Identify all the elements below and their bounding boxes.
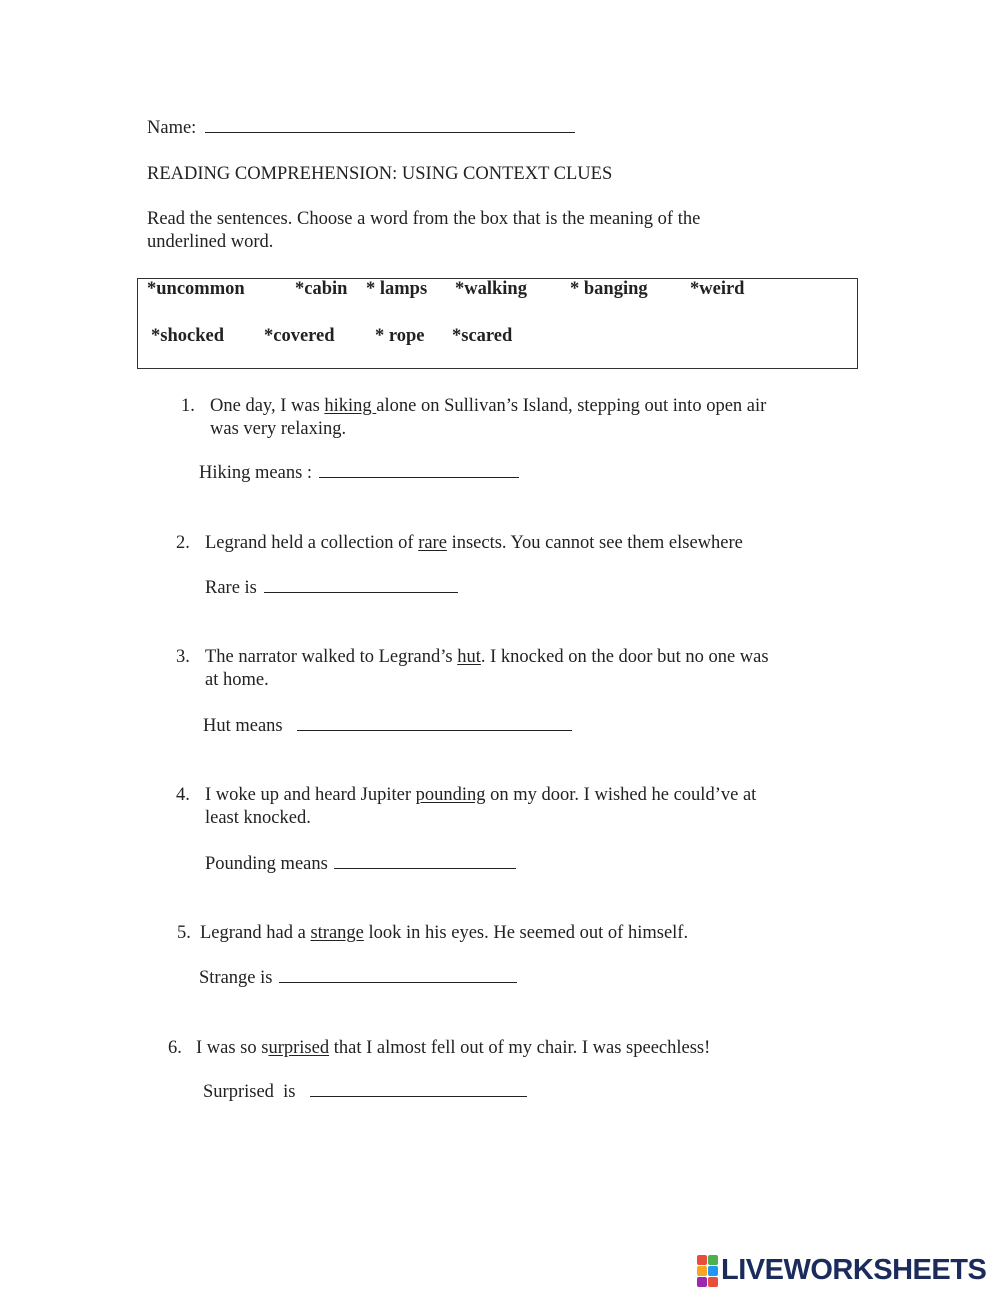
answer-line <box>199 968 517 989</box>
answer-field[interactable] <box>319 463 519 478</box>
name-line <box>147 118 575 139</box>
logo-tile <box>697 1277 707 1287</box>
question-text-line-2: least knocked. <box>205 808 311 828</box>
name-field[interactable] <box>205 118 575 133</box>
question-number: 2. <box>176 533 190 553</box>
underlined-word: hiking <box>324 396 377 416</box>
logo-tiles-icon <box>697 1255 718 1287</box>
underlined-word: rare <box>418 533 447 553</box>
word-bank-item: *weird <box>690 279 745 299</box>
underlined-word: hut <box>457 647 481 667</box>
question-number: 3. <box>176 647 190 667</box>
logo-tile <box>708 1277 718 1287</box>
question-text-line-2: at home. <box>205 670 269 690</box>
answer-label: Hiking means : <box>199 463 313 483</box>
instructions-line-1: Read the sentences. Choose a word from the box that is the meaning of the <box>147 209 701 229</box>
answer-label: Pounding means <box>205 854 328 874</box>
answer-field[interactable] <box>297 716 572 731</box>
logo-tile <box>708 1266 718 1276</box>
answer-line <box>199 463 519 484</box>
question-number: 4. <box>176 785 190 805</box>
word-bank-item: *uncommon <box>147 279 245 299</box>
question-number: 6. <box>168 1038 182 1058</box>
liveworksheets-logo <box>697 1254 986 1287</box>
answer-line <box>203 716 572 737</box>
question-text-line-2: was very relaxing. <box>210 419 347 439</box>
answer-label: Strange is <box>199 968 273 988</box>
page-title: READING COMPREHENSION: USING CONTEXT CLUES <box>147 164 613 184</box>
question-text: I woke up and heard Jupiter pounding on my door. I wished he could’ve at <box>205 785 757 805</box>
answer-label: Hut means <box>203 716 283 736</box>
word-bank-item: * banging <box>570 279 648 299</box>
word-bank-item: * lamps <box>366 279 428 299</box>
answer-line <box>205 854 516 875</box>
logo-tile <box>697 1266 707 1276</box>
answer-field[interactable] <box>279 968 517 983</box>
underlined-word: urprised <box>268 1038 330 1058</box>
word-bank-item: *shocked <box>151 326 224 346</box>
question-text: I was so surprised that I almost fell out of my chair. I was speechless! <box>196 1038 711 1058</box>
question-text: Legrand held a collection of rare insects. You cannot see them elsewhere <box>205 533 743 553</box>
word-bank-item: *cabin <box>295 279 348 299</box>
logo-tile <box>697 1255 707 1265</box>
answer-line <box>205 578 458 599</box>
question-text: Legrand had a strange look in his eyes. He seemed out of himself. <box>200 923 689 943</box>
underlined-word: pounding <box>415 785 486 805</box>
instructions-line-2: underlined word. <box>147 232 274 252</box>
word-bank-item: *scared <box>452 326 513 346</box>
word-bank-item: *walking <box>455 279 527 299</box>
answer-label: Rare is <box>205 578 257 598</box>
underlined-word: strange <box>310 923 364 943</box>
logo-tile <box>708 1255 718 1265</box>
name-label: Name: <box>147 118 197 138</box>
answer-line <box>203 1082 527 1103</box>
answer-field[interactable] <box>310 1082 527 1097</box>
question-number: 5. <box>177 923 191 943</box>
question-text: The narrator walked to Legrand’s hut. I knocked on the door but no one was <box>205 647 769 667</box>
word-bank-box <box>137 278 858 369</box>
answer-label: Surprised is <box>203 1082 296 1102</box>
question-text: One day, I was hiking alone on Sullivan’s Island, stepping out into open air <box>210 396 767 416</box>
question-number: 1. <box>181 396 195 416</box>
word-bank-item: * rope <box>375 326 425 346</box>
answer-field[interactable] <box>264 578 458 593</box>
logo-text: LIVEWORKSHEETS <box>721 1254 987 1286</box>
answer-field[interactable] <box>334 854 516 869</box>
word-bank-item: *covered <box>264 326 335 346</box>
